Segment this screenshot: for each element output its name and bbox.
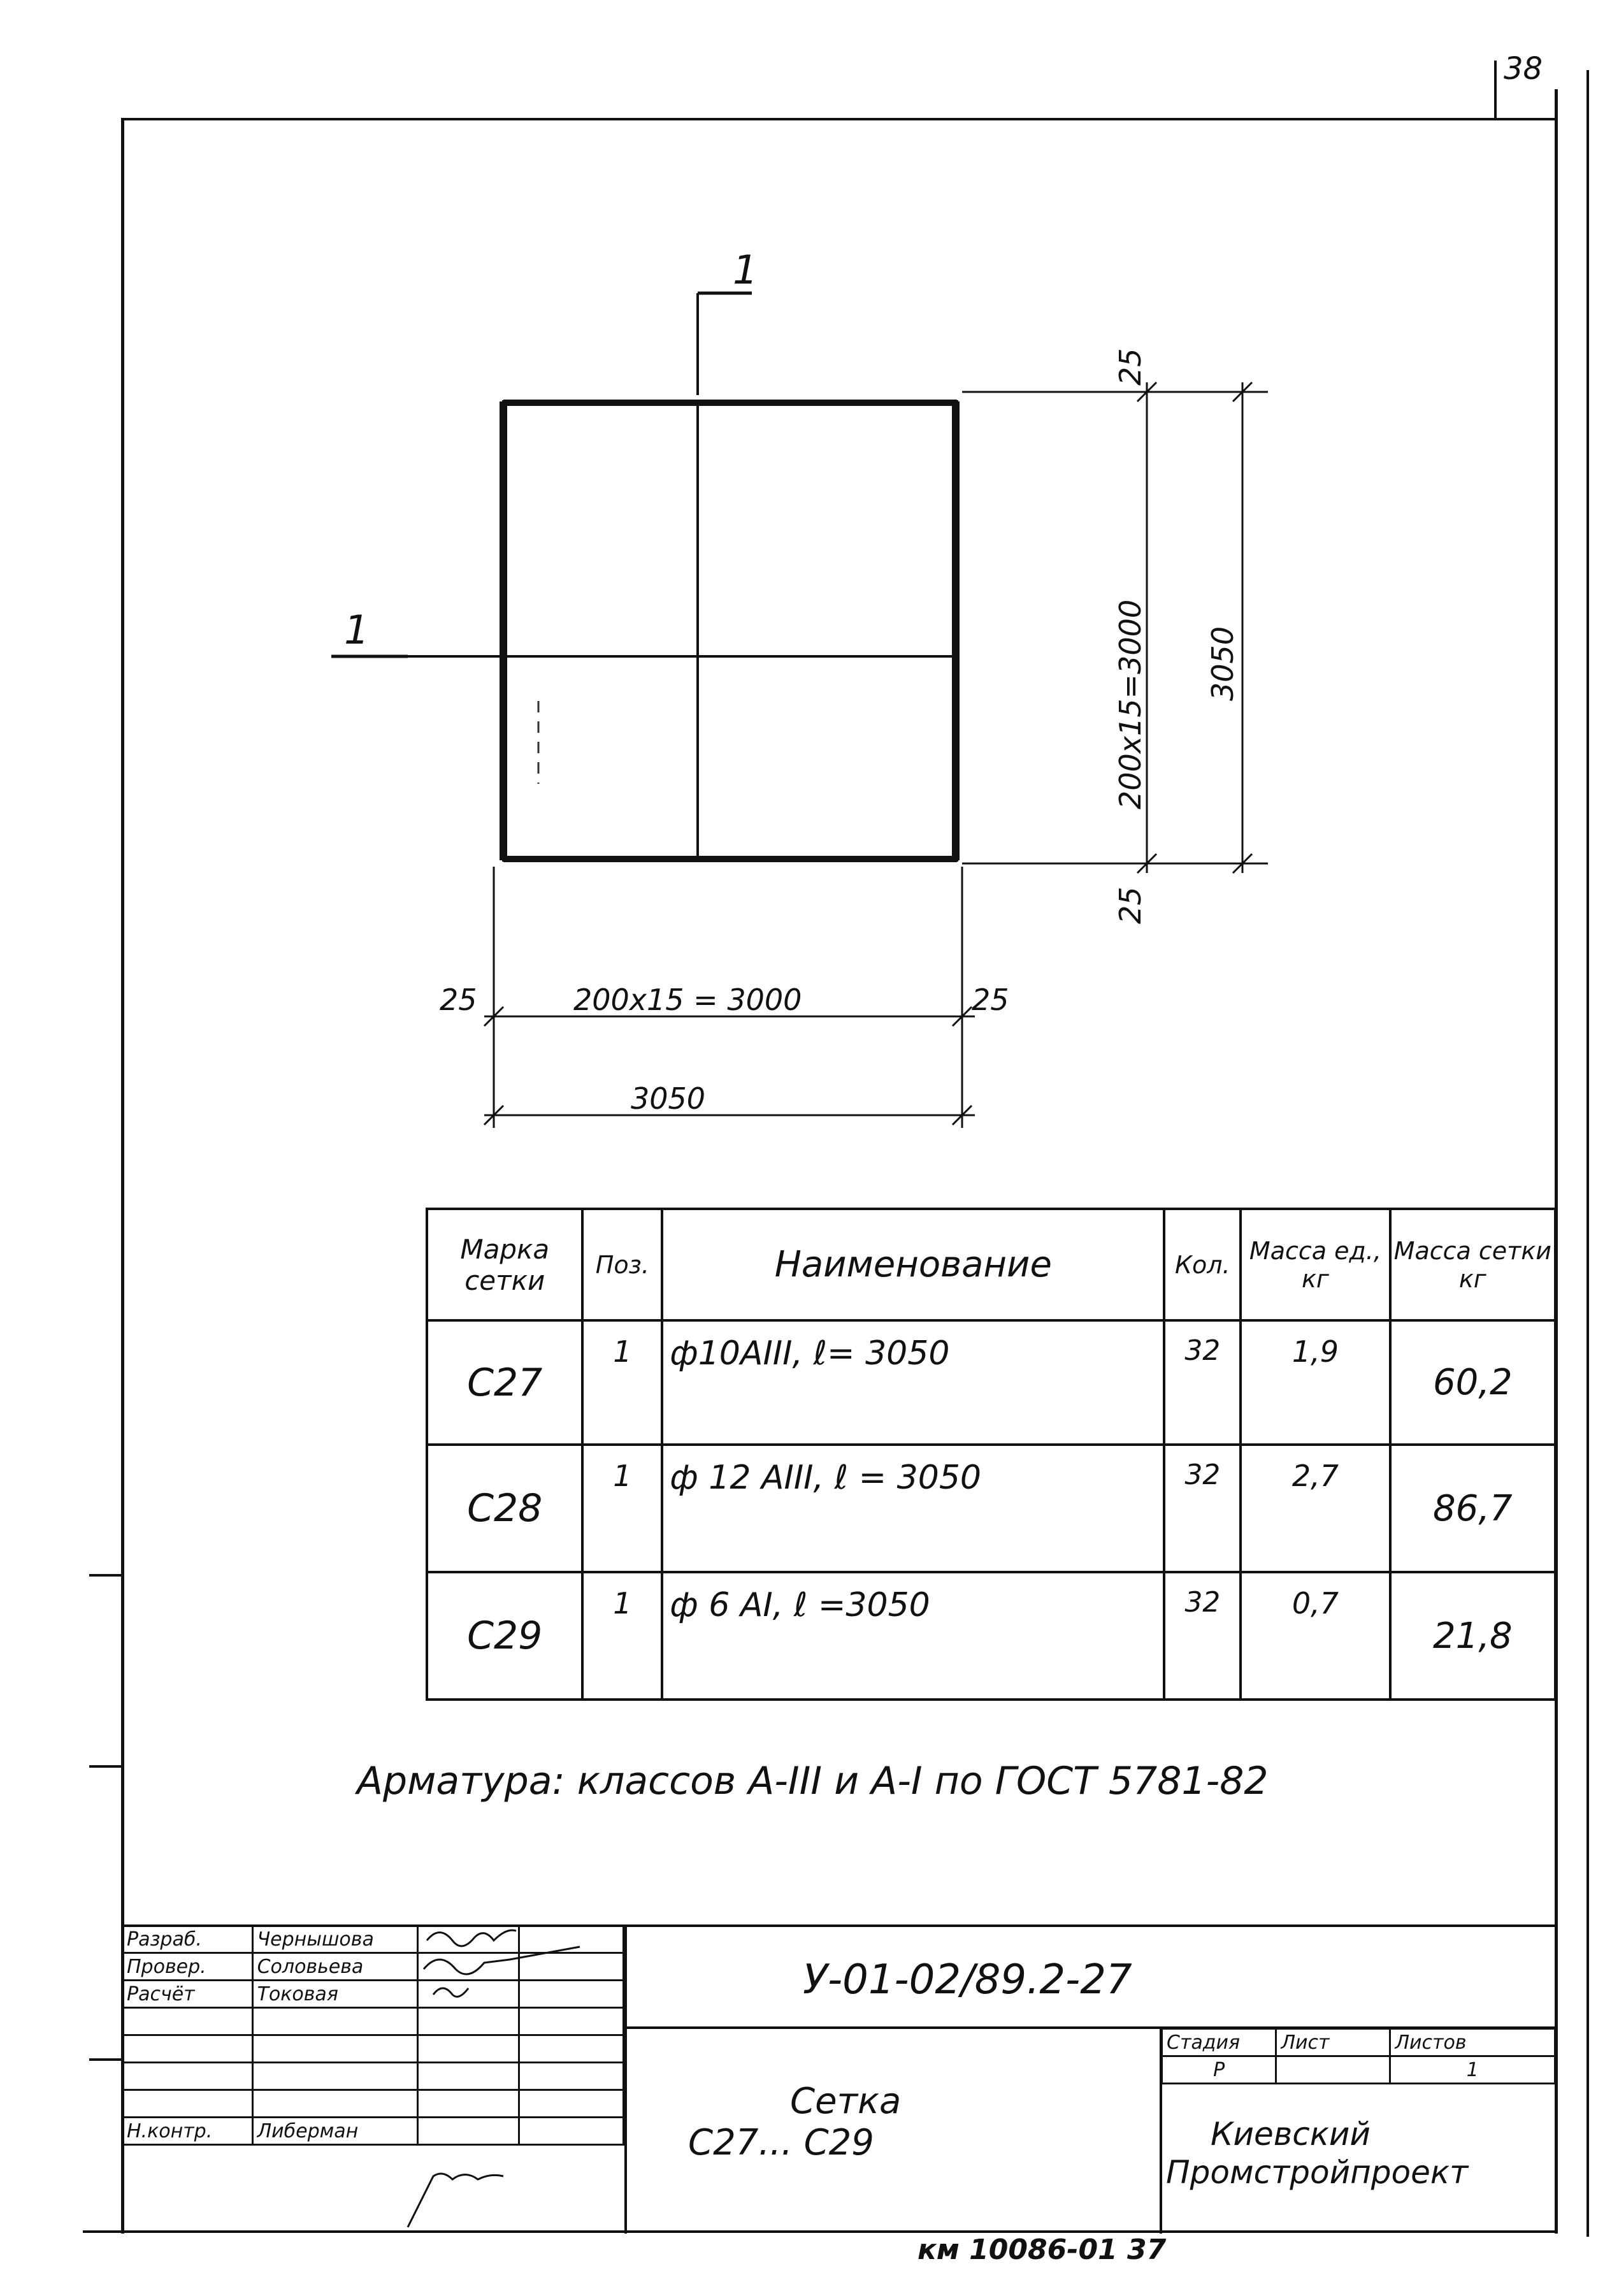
sheets-value: 1 — [1390, 2056, 1555, 2084]
frame-bottom — [83, 2230, 1558, 2233]
date-cell — [519, 2118, 624, 2145]
sheet-value — [1276, 2056, 1390, 2084]
row-mesh-mass: 60,2 — [1390, 1320, 1555, 1445]
role-name: Токовая — [252, 1981, 418, 2008]
margin-tick-2 — [89, 1765, 124, 1768]
date-cell — [519, 1953, 624, 1981]
stage-table — [1161, 2028, 1556, 2084]
role-name — [252, 2063, 418, 2090]
role-label — [122, 2008, 253, 2035]
title-block-roles — [121, 1924, 624, 2146]
signature-cell — [418, 2118, 519, 2145]
role-row — [122, 2090, 624, 2118]
role-row — [122, 2063, 624, 2090]
row-pos: 1 — [582, 1572, 662, 1700]
dim-horizontal-total: 3050 — [631, 1081, 706, 1116]
row-pos: 1 — [582, 1320, 662, 1445]
header-unit-mass: Масса ед., кг — [1241, 1209, 1390, 1320]
table-row — [427, 1445, 1555, 1572]
document-code: У-01-02/89.2-27 — [803, 1956, 1132, 2004]
bottom-code: км 10086-01 37 — [917, 2234, 1167, 2266]
title-block-split — [624, 1924, 627, 2234]
dim-horizontal-left: 25 — [440, 983, 477, 1017]
signature-cell — [418, 1926, 519, 1953]
row-qty: 32 — [1164, 1572, 1241, 1700]
date-cell — [519, 2063, 624, 2090]
role-label: Расчёт — [122, 1981, 253, 2008]
header-qty: Кол. — [1164, 1209, 1241, 1320]
org-line1: Киевский — [1211, 2116, 1371, 2153]
table-row — [427, 1572, 1555, 1700]
role-label: Н.контр. — [122, 2118, 253, 2145]
role-label — [122, 2035, 253, 2063]
section-marker-left: 1 — [344, 607, 370, 653]
row-name: ф 12 АIII, ℓ = 3050 — [662, 1445, 1164, 1572]
reinforcement-note: Арматура: классов А-III и А-I по ГОСТ 5781-82 — [357, 1759, 1269, 1803]
row-mark: С29 — [427, 1572, 582, 1700]
role-name — [252, 2008, 418, 2035]
role-row — [122, 1981, 624, 2008]
row-mesh-mass: 86,7 — [1390, 1445, 1555, 1572]
date-cell — [519, 1926, 624, 1953]
row-mesh-mass: 21,8 — [1390, 1572, 1555, 1700]
stage-label: Стадия — [1162, 2029, 1276, 2056]
signature-cell — [418, 1953, 519, 1981]
role-row — [122, 1926, 624, 1953]
row-qty: 32 — [1164, 1445, 1241, 1572]
role-label: Разраб. — [122, 1926, 253, 1953]
drawing-title-line2: С27... С29 — [688, 2122, 874, 2163]
role-name: Чернышова — [252, 1926, 418, 1953]
role-row — [122, 2035, 624, 2063]
sheet-label: Лист — [1276, 2029, 1390, 2056]
date-cell — [519, 2035, 624, 2063]
role-label — [122, 2063, 253, 2090]
role-name — [252, 2090, 418, 2118]
role-label — [122, 2090, 253, 2118]
drawing-title-line1: Сетка — [790, 2081, 902, 2122]
date-cell — [519, 2090, 624, 2118]
margin-tick-1 — [89, 1574, 124, 1577]
row-name: ф 6 АI, ℓ =3050 — [662, 1572, 1164, 1700]
signature-cell — [418, 1981, 519, 2008]
org-line2: Промстройпроект — [1166, 2154, 1469, 2191]
role-label: Провер. — [122, 1953, 253, 1981]
stage-value-row — [1162, 2056, 1555, 2084]
row-unit-mass: 2,7 — [1241, 1445, 1390, 1572]
row-unit-mass: 1,9 — [1241, 1320, 1390, 1445]
table-row — [427, 1320, 1555, 1445]
signature-cell — [418, 2090, 519, 2118]
stage-value: Р — [1162, 2056, 1276, 2084]
dim-horizontal-inner: 200x15 = 3000 — [573, 983, 802, 1017]
margin-tick-3 — [89, 2058, 124, 2061]
date-cell — [519, 1981, 624, 2008]
header-name: Наименование — [662, 1209, 1164, 1320]
section-marker-top: 1 — [733, 247, 758, 293]
row-qty: 32 — [1164, 1320, 1241, 1445]
dim-vertical-bottom: 25 — [1113, 886, 1148, 924]
sheet-number: 38 — [1504, 51, 1543, 87]
spec-table — [426, 1208, 1557, 1701]
dim-vertical-total: 3050 — [1205, 626, 1240, 701]
header-mark: Марка сетки — [427, 1209, 582, 1320]
signature-cell — [418, 2008, 519, 2035]
row-name: ф10АIII, ℓ= 3050 — [662, 1320, 1164, 1445]
signature-cell — [418, 2035, 519, 2063]
role-row — [122, 1953, 624, 1981]
role-name: Соловьева — [252, 1953, 418, 1981]
role-name — [252, 2035, 418, 2063]
dim-vertical-top: 25 — [1113, 348, 1148, 386]
header-pos: Поз. — [582, 1209, 662, 1320]
role-row — [122, 2008, 624, 2035]
signature-cell — [418, 2063, 519, 2090]
header-mesh-mass: Масса сетки кг — [1390, 1209, 1555, 1320]
date-cell — [519, 2008, 624, 2035]
row-unit-mass: 0,7 — [1241, 1572, 1390, 1700]
row-mark: С28 — [427, 1445, 582, 1572]
dim-vertical-inner: 200x15=3000 — [1113, 599, 1148, 809]
stage-header-row — [1162, 2029, 1555, 2056]
sheets-label: Листов — [1390, 2029, 1555, 2056]
dim-horizontal-right: 25 — [972, 983, 1009, 1017]
spec-header-row — [427, 1209, 1555, 1320]
row-mark: С27 — [427, 1320, 582, 1445]
role-row — [122, 2118, 624, 2145]
row-pos: 1 — [582, 1445, 662, 1572]
role-name: Либерман — [252, 2118, 418, 2145]
